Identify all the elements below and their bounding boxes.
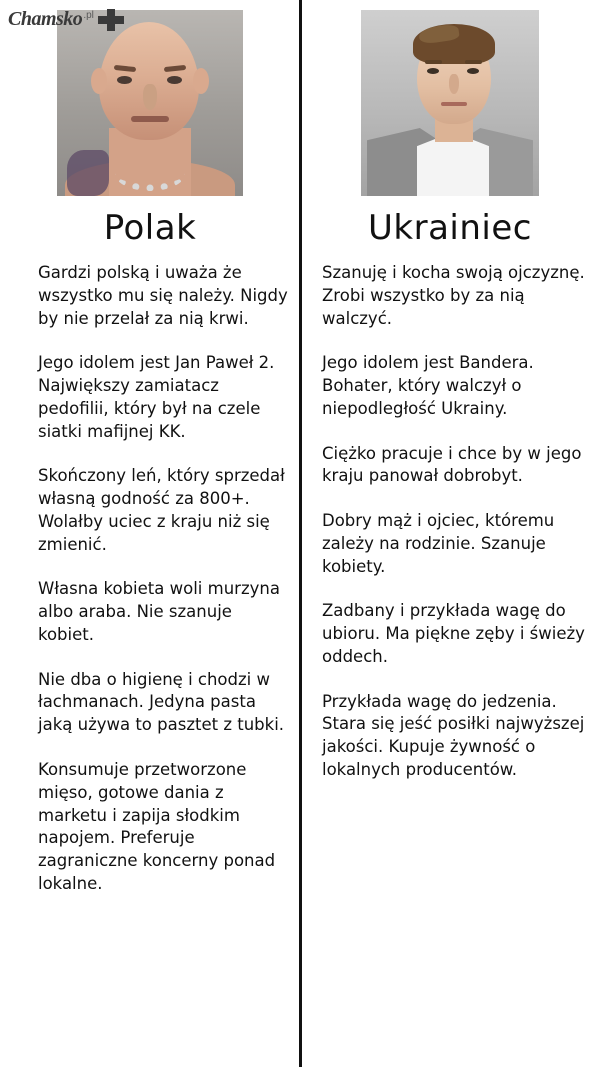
column-ukrainiec <box>300 0 600 1067</box>
paragraph: Szanuję i kocha swoją ojczyznę. Zrobi wszystko by za nią walczyć. <box>322 263 585 328</box>
paragraph: Przykłada wagę do jedzenia. Stara się jeść posiłki najwyższej jakości. Kupuje żywność o lokalnych producentów. <box>322 691 585 780</box>
watermark-brand: Chamsko <box>8 8 83 30</box>
cross-icon <box>98 9 124 31</box>
paragraph: Nie dba o higienę i chodzi w łachmanach. Jedyna pasta jaką używa to pasztet z tubki. <box>38 669 285 735</box>
photo-ukrainiec <box>300 0 600 200</box>
bald-man-photo <box>57 10 243 196</box>
paragraph-list-ukrainiec <box>300 262 600 782</box>
paragraph: Zadbany i przykłada wagę do ubioru. Ma piękne zęby i świeży oddech. <box>322 601 585 666</box>
paragraph: Własna kobieta woli murzyna albo araba. Nie szanuje kobiet. <box>38 579 280 644</box>
column-divider <box>299 0 302 1067</box>
site-watermark <box>8 8 124 31</box>
paragraph: Skończony leń, który sprzedał własną godność za 800+. Wolałby uciec z kraju niż się zmienić. <box>38 466 285 554</box>
column-title-ukrainiec: Ukrainiec <box>368 208 532 248</box>
column-title-polak: Polak <box>103 208 197 248</box>
paragraph: Gardzi polską i uważa że wszystko mu się należy. Nigdy by nie przelał za nią krwi. <box>38 263 288 328</box>
paragraph: Jego idolem jest Jan Paweł 2. Największy zamiatacz pedofilii, który był na czele siatki mafijnej KK. <box>38 353 275 441</box>
paragraph: Jego idolem jest Bandera. Bohater, który walczył o niepodległość Ukrainy. <box>322 353 534 418</box>
paragraph: Konsumuje przetworzone mięso, gotowe dania z marketu i zapija słodkim napojem. Preferuje zagraniczne koncerny ponad lokalne. <box>38 760 276 893</box>
paragraph: Dobry mąż i ojciec, któremu zależy na rodzinie. Szanuje kobiety. <box>322 511 555 576</box>
paragraph: Ciężko pracuje i chce by w jego kraju panował dobrobyt. <box>322 443 582 486</box>
watermark-suffix: .pl <box>83 10 94 21</box>
paragraph-list-polak <box>0 262 300 896</box>
young-man-in-suit-photo <box>361 10 539 196</box>
